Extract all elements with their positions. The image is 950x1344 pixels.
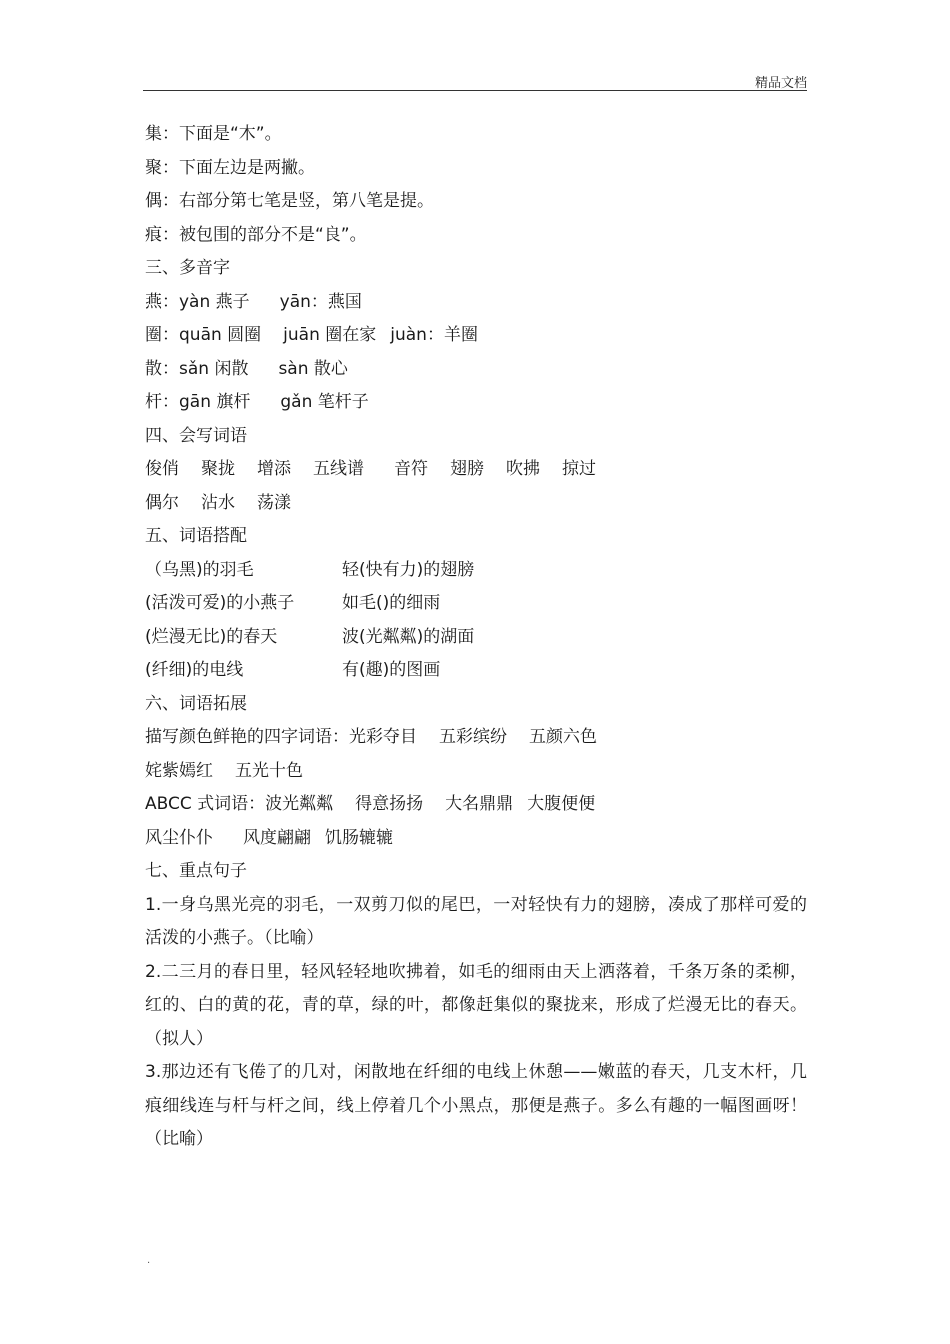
word: 掠过 [562,459,596,479]
polyphone-line [145,353,807,387]
pair-left: (烂漫无比)的春天 [145,626,278,647]
word-list [145,453,807,487]
word: 五线谱 [313,459,364,479]
extension-line [145,721,807,755]
section-heading: 七、重点句子 [145,861,247,881]
pair-left: （乌黑)的羽毛 [145,559,254,580]
extension-item: 风度翩翩 [243,827,311,848]
word: 俊俏 [145,459,179,479]
extension-item: 五颜六色 [529,727,597,747]
text-line: 痕：被包围的部分不是“良”。 [145,224,367,245]
pair-row [145,621,807,655]
polyphone-item: yān：燕国 [279,291,362,312]
polyphone-item: sàn 散心 [278,358,348,379]
word: 沾水 [201,492,235,513]
text-line: 集：下面是“木”。 [145,124,282,144]
extension-item: 姹紫嫣红 [145,760,213,781]
extension-item: 大腹便便 [527,794,596,814]
word: 吹拂 [506,459,540,479]
extension-item: 五光十色 [235,760,303,781]
key-sentence: 1.一身乌黑光亮的羽毛，一双剪刀似的尾巴，一对轻快有力的翅膀，凑成了那样可爱的活泼的小燕子。（比喻） [145,894,807,948]
pair-right: 波(光粼粼)的湖面 [342,626,475,647]
extension-item: 得意扬扬 [355,794,424,814]
polyphone-item: 圈：quān 圆圈 [145,325,262,345]
polyphone-item: juàn：羊圈 [390,325,478,345]
polyphone-item: juān 圈在家 [283,325,377,345]
section-heading: 四、会写词语 [145,425,247,446]
polyphone-item: gǎn 笔杆子 [280,392,369,412]
section-heading: 五、词语搭配 [145,526,247,546]
extension-item: 饥肠辘辘 [325,827,393,848]
polyphone-line [145,286,807,320]
pair-row [145,654,807,688]
word: 偶尔 [145,492,179,513]
header-rule [143,90,807,91]
extension-item: 大名鼎鼎 [445,794,514,814]
pair-left: (活泼可爱)的小燕子 [145,593,295,613]
extension-item: ABCC 式词语：波光粼粼 [145,794,334,814]
pair-row [145,554,807,588]
polyphone-item: 散：sǎn 闲散 [145,358,249,379]
section-heading: 六、词语拓展 [145,693,247,714]
extension-line [145,788,807,822]
pair-right: 如毛()的细雨 [342,593,441,613]
key-sentence: 3.那边还有飞倦了的几对，闲散地在纤细的电线上休憩——嫩蓝的春天，几支木杆，几痕细线连与杆与杆之间，线上停着几个小黑点，那便是燕子。多么有趣的一幅图画呀！（比喻） [145,1062,807,1149]
polyphone-item: 杆：gān 旗杆 [145,392,251,412]
section-heading: 三、多音字 [145,258,230,278]
pair-left: (纤细)的电线 [145,660,244,680]
word-list [145,487,807,521]
polyphone-line [145,319,807,353]
extension-item: 五彩缤纷 [439,727,507,747]
extension-line [145,755,807,789]
footer-mark: . [147,1255,151,1266]
word: 音符 [394,459,428,479]
pair-right: 轻(快有力)的翅膀 [342,559,475,580]
key-sentence: 2.二三月的春日里，轻风轻轻地吹拂着，如毛的细雨由天上洒落着，千条万条的柔柳，红的、白的黄的花，青的草，绿的叶，都像赶集似的聚拢来，形成了烂漫无比的春天。（拟人） [145,961,807,1049]
extension-item: 风尘仆仆 [145,827,213,848]
word: 聚拢 [201,459,235,479]
pair-right: 有(趣)的图画 [342,660,441,680]
extension-item: 描写颜色鲜艳的四字词语：光彩夺目 [145,727,417,747]
text-line: 聚：下面左边是两撇。 [145,157,315,178]
text-line: 偶：右部分第七笔是竖，第八笔是提。 [145,191,434,211]
word: 增添 [257,459,291,479]
extension-line [145,822,807,856]
header-label: 精品文档 [754,76,807,91]
polyphone-line [145,386,807,420]
word: 荡漾 [257,492,291,513]
document-body [145,118,807,1157]
polyphone-item: 燕：yàn 燕子 [145,291,250,312]
pair-row [145,587,807,621]
word: 翅膀 [450,459,484,479]
